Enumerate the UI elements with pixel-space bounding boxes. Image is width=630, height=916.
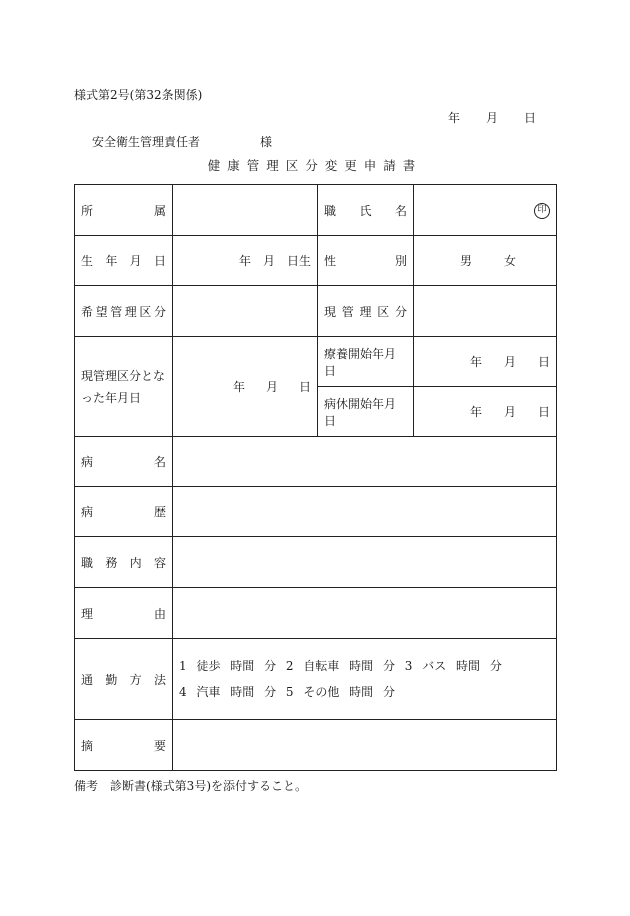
commute-label: 通 勤 方 法 <box>81 672 166 687</box>
recipient-title: 安全衛生管理責任者 <box>92 135 201 149</box>
form-number: 様式第2号(第32条関係) <box>74 88 203 102</box>
sex-female-option[interactable]: 女 <box>503 254 516 268</box>
seal-mark: 印 <box>534 203 550 219</box>
desired-class-field[interactable] <box>173 286 318 337</box>
row-affiliation <box>75 185 557 236</box>
current-class-field[interactable] <box>414 286 557 337</box>
name-field[interactable] <box>414 185 557 236</box>
leave-start-label: 病休開始年月日 <box>324 396 397 428</box>
history-label: 病 歴 <box>81 505 166 519</box>
treatment-start-label: 療養開始年月日 <box>324 346 397 378</box>
sex-field[interactable] <box>414 236 557 286</box>
class-date-label: 現管理区分となった年月日 <box>81 368 166 405</box>
current-class-label: 現 管 理 区 分 <box>324 304 407 319</box>
leave-start-label-cell <box>318 387 414 437</box>
row-class <box>75 286 557 337</box>
recipient-suffix: 様 <box>260 135 273 149</box>
row-history <box>75 487 557 537</box>
date-month: 月 <box>486 111 499 125</box>
class-date-field[interactable]: 年 月 日 <box>173 337 318 437</box>
disease-field[interactable] <box>173 437 557 487</box>
affiliation-label-cell <box>75 185 173 236</box>
desired-class-label-cell <box>75 286 173 337</box>
duties-label: 職 務 内 容 <box>81 555 166 570</box>
desired-class-label: 希 望 管 理 区 分 <box>81 304 166 319</box>
name-label-cell <box>318 185 414 236</box>
leave-start-field[interactable]: 年 月 日 <box>414 387 557 437</box>
duties-label-cell <box>75 537 173 588</box>
footer-note: 備考 診断書(様式第3号)を添付すること。 <box>74 779 307 793</box>
disease-label: 病 名 <box>81 455 166 469</box>
sex-label-cell <box>318 236 414 286</box>
application-date <box>448 109 536 126</box>
reason-field[interactable] <box>173 588 557 639</box>
row-duties <box>75 537 557 588</box>
row-reason <box>75 588 557 639</box>
reason-label-cell <box>75 588 173 639</box>
application-form-table <box>74 184 557 771</box>
current-class-label-cell <box>318 286 414 337</box>
sex-male-option[interactable]: 男 <box>460 254 473 268</box>
history-label-cell <box>75 487 173 537</box>
date-day: 日 <box>524 111 537 125</box>
birth-label: 生 年 月 日 <box>81 254 166 268</box>
sex-label: 性 別 <box>324 254 407 268</box>
birth-date-field[interactable]: 年 月 日生 <box>173 236 318 286</box>
treatment-start-field[interactable]: 年 月 日 <box>414 337 557 387</box>
reason-label: 理 由 <box>81 606 166 621</box>
commute-label-cell <box>75 639 173 720</box>
name-label: 職 氏 名 <box>324 203 407 218</box>
duties-field[interactable] <box>173 537 557 588</box>
date-year: 年 <box>448 111 461 125</box>
row-treatment-start <box>75 337 557 387</box>
commute-options-line1: 1 徒歩 時間 分 2 自転車 時間 分 3 バス 時間 分 <box>179 659 502 673</box>
row-birth <box>75 236 557 286</box>
remarks-label-cell <box>75 720 173 771</box>
affiliation-field[interactable] <box>173 185 318 236</box>
remarks-field[interactable] <box>173 720 557 771</box>
disease-label-cell <box>75 437 173 487</box>
class-date-label-cell <box>75 337 173 437</box>
row-commute <box>75 639 557 720</box>
commute-field[interactable] <box>173 639 557 720</box>
recipient <box>92 133 272 150</box>
affiliation-label: 所 属 <box>81 203 166 218</box>
row-disease <box>75 437 557 487</box>
row-remarks <box>75 720 557 771</box>
birth-label-cell <box>75 236 173 286</box>
remarks-label: 摘 要 <box>81 738 166 753</box>
document-title: 健康管理区分変更申請書 <box>207 158 423 173</box>
commute-options-line2: 4 汽車 時間 分 5 その他 時間 分 <box>179 685 395 699</box>
treatment-start-label-cell <box>318 337 414 387</box>
history-field[interactable] <box>173 487 557 537</box>
